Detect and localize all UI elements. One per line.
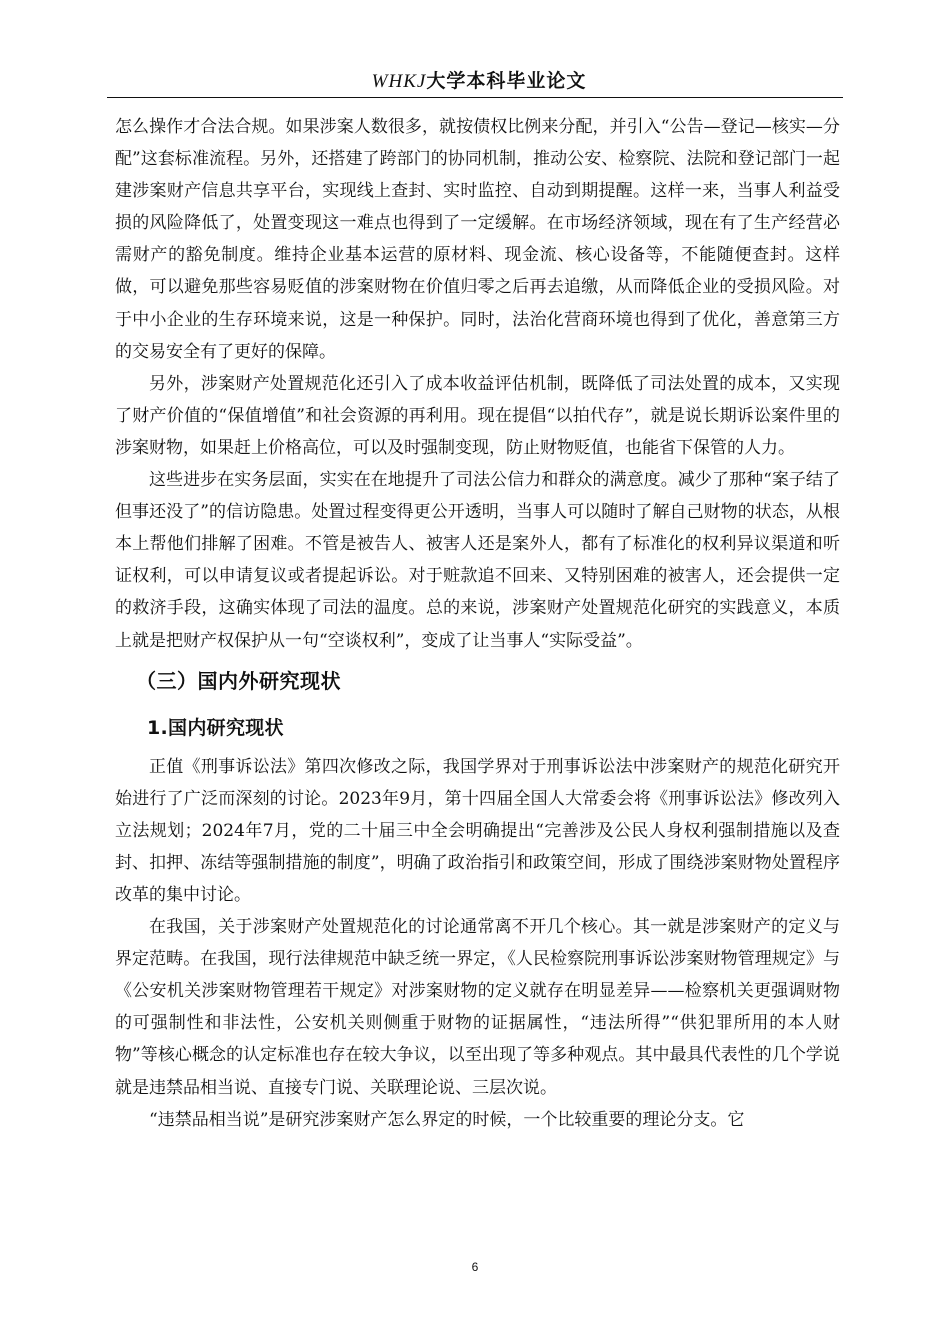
- paragraph-practical-significance: 这些进步在实务层面，实实在在地提升了司法公信力和群众的满意度。减少了那种“案子结了但事还没了”的信访隐患。处置过程变得更公开透明，当事人可以随时了解自己财物的状态，从根本上帮他们排解了困难。不管是被告人、被害人还是案外人，都有了标准化的权利异议渠道和听证权利，可以申请复议或者提起诉讼。对于赃款追不回来、又特别困难的被害人，还会提供一定的救济手段，这确实体现了司法的温度。总的来说，涉案财产处置规范化研究的实践意义，本质上就是把财产权保护从一句“空谈权利”，变成了让当事人“实际受益”。: [115, 470, 840, 651]
- header-divider: [107, 97, 843, 98]
- paragraph-core-issues: 在我国，关于涉案财产处置规范化的讨论通常离不开几个核心。其一就是涉案财产的定义与界定范畴。在我国，现行法律规范中缺乏统一界定，《人民检察院刑事诉讼涉案财物管理规定》与《公安机关涉案财物管理若干规定》对涉案财物的定义就存在明显差异——检察机关更强调财物的可强制性和非法性，公安机关则侧重于财物的证据属性，“违法所得”“供犯罪所用的本人财物”等核心概念的认定标准也存在较大争议，以至出现了等多种观点。其中最具代表性的几个学说就是违禁品相当说、直接专门说、关联理论说、三层次说。: [115, 917, 840, 1098]
- page-number: 6: [471, 1260, 479, 1274]
- header-cjk-title: 大学本科毕业论文: [426, 70, 587, 92]
- paragraph-contraband-theory: “违禁品相当说”是研究涉案财产怎么界定的时候，一个比较重要的理论分支。它: [149, 1109, 745, 1130]
- body-text: [115, 111, 840, 1136]
- header-latin-title: WHKJ: [371, 71, 427, 92]
- subsection-heading: 1.国内研究现状: [147, 716, 284, 739]
- paragraph-domestic-research: 正值《刑事诉讼法》第四次修改之际，我国学界对于刑事诉讼法中涉案财产的规范化研究开始进行了广泛而深刻的讨论。2023年9月，第十四届全国人大常委会将《刑事诉讼法》修改列入立法规划；2024年7月，党的二十届三中全会明确提出“完善涉及公民人身权利强制措施以及查封、扣押、冻结等强制措施的制度”，明确了政治指引和政策空间，形成了围绕涉案财物处置程序改革的集中讨论。: [115, 756, 840, 905]
- section-heading: （三）国内外研究现状: [136, 668, 341, 693]
- running-header: [115, 66, 843, 93]
- paragraph-continuation: 怎么操作才合法合规。如果涉案人数很多，就按债权比例来分配，并引入“公告—登记—核实—分配”这套标准流程。另外，还搭建了跨部门的协同机制，推动公安、检察院、法院和登记部门一起建涉案财产信息共享平台，实现线上查封、实时监控、自动到期提醒。这样一来，当事人利益受损的风险降低了，处置变现这一难点也得到了一定缓解。在市场经济领域，现在有了生产经营必需财产的豁免制度。维持企业基本运营的原材料、现金流、核心设备等，不能随便查封。这样做，可以避免那些容易贬值的涉案财物在价值归零之后再去追缴，从而降低企业的受损风险。对于中小企业的生存环境来说，这是一种保护。同时，法治化营商环境也得到了优化，善意第三方的交易安全有了更好的保障。: [115, 117, 840, 362]
- paragraph-cost-benefit: 另外，涉案财产处置规范化还引入了成本收益评估机制，既降低了司法处置的成本，又实现了财产价值的“保值增值”和社会资源的再利用。现在提倡“以拍代存”，就是说长期诉讼案件里的涉案财物，如果赶上价格高位，可以及时强制变现，防止财物贬值，也能省下保管的人力。: [115, 373, 840, 458]
